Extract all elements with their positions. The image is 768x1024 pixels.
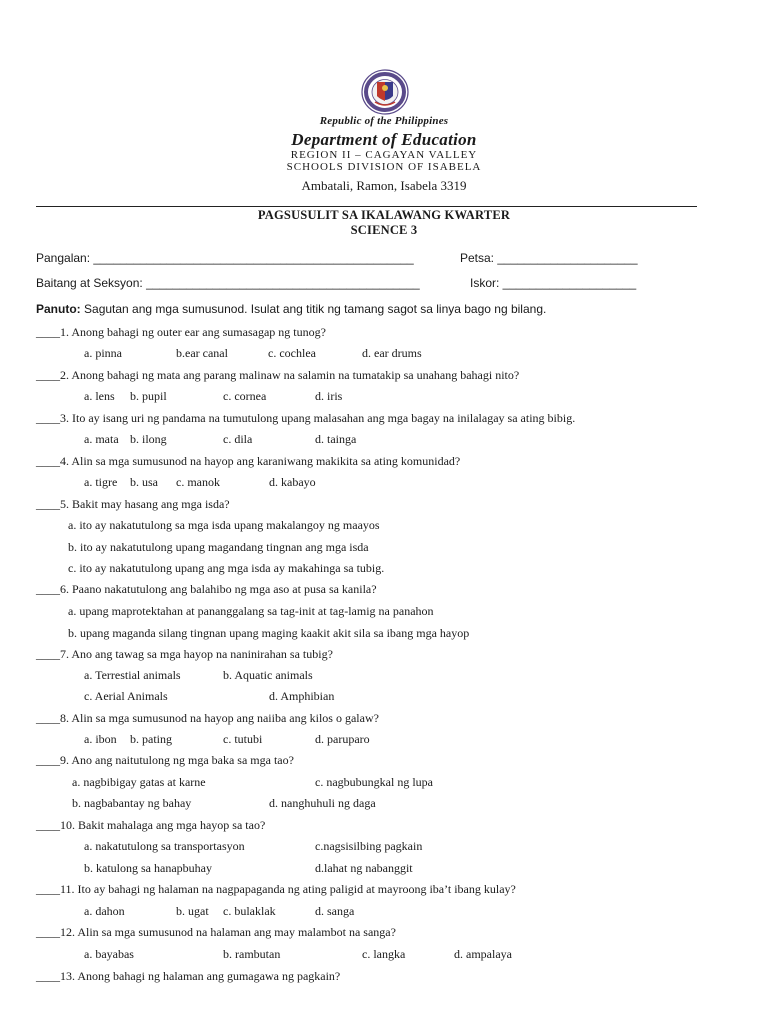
choice: d. iris <box>315 389 343 403</box>
choice: b. pupil <box>130 389 167 403</box>
choice: a. Terrestial animals <box>84 668 181 682</box>
choice: b.ear canal <box>176 346 228 360</box>
choice: b. ugat <box>176 904 209 918</box>
choice: c. manok <box>176 475 220 489</box>
region-heading: REGION II – CAGAYAN VALLEY <box>290 149 478 161</box>
choice: a. lens <box>84 389 115 403</box>
choice: a. dahon <box>84 904 125 918</box>
choice: c. dila <box>223 432 253 446</box>
exam-title: PAGSUSULIT SA IKALAWANG KWARTER <box>257 208 511 222</box>
choice: d. Amphibian <box>269 689 335 703</box>
choice: a. bayabas <box>84 947 134 961</box>
choice: d. ear drums <box>362 346 422 360</box>
instructions-text: Sagutan ang mga sumusunod. Isulat ang titik ng tamang sagot sa linya bago ng bilang. <box>84 302 547 316</box>
exam-subject: SCIENCE 3 <box>350 223 418 237</box>
choice: a. ibon <box>84 732 117 746</box>
choice: d. paruparo <box>315 732 370 746</box>
choice: b. ito ay nakatutulong upang magandang tingnan ang mga isda <box>68 540 369 554</box>
choice: c. langka <box>362 947 406 961</box>
choice: b. ilong <box>130 432 167 446</box>
choice: b. Aquatic animals <box>223 668 313 682</box>
choice: b. usa <box>130 475 158 489</box>
choice: c. cornea <box>223 389 267 403</box>
choice: b. pating <box>130 732 172 746</box>
choice: d. nanghuhuli ng daga <box>269 796 376 810</box>
choice: d. tainga <box>315 432 357 446</box>
question-stem: ____13. Anong bahagi ng halaman ang gumagawa ng pagkain? <box>36 969 341 983</box>
deped-seal-logo <box>355 68 415 116</box>
instructions-label: Panuto: <box>36 302 81 316</box>
choice: a. nakatutulong sa transportasyon <box>84 839 245 853</box>
choice: b. upang maganda silang tingnan upang maging kaakit akit sila sa ibang mga hayop <box>68 626 470 640</box>
question-stem: ____7. Ano ang tawag sa mga hayop na naninirahan sa tubig? <box>36 647 333 661</box>
name-field[interactable]: Pangalan: ________________________________________________ <box>36 251 414 265</box>
divider-rule <box>36 206 697 207</box>
choice: c. ito ay nakatutulong upang ang mga isda ay makahinga sa tubig. <box>68 561 385 575</box>
question-stem: ____11. Ito ay bahagi ng halaman na nagpapaganda ng ating paligid at mayroong iba’t ibang kulay? <box>36 882 516 896</box>
question-stem: ____1. Anong bahagi ng outer ear ang sumasagap ng tunog? <box>36 325 326 339</box>
score-field[interactable]: Iskor: ____________________ <box>470 276 637 290</box>
choice: b. rambutan <box>223 947 281 961</box>
republic-heading: Republic of the Philippines <box>319 115 449 127</box>
instructions <box>36 303 546 315</box>
department-heading: Department of Education <box>291 130 477 149</box>
question-stem: ____8. Alin sa mga sumusunod na hayop ang naiiba ang kilos o galaw? <box>36 711 379 725</box>
question-stem: ____3. Ito ay isang uri ng pandama na tumutulong upang malasahan ang mga bagay na inilalagay sa ating bibig. <box>36 411 576 425</box>
question-stem: ____6. Paano nakatutulong ang balahibo ng mga aso at pusa sa kanila? <box>36 582 377 596</box>
choice: a. mata <box>84 432 119 446</box>
grade-section-field[interactable]: Baitang at Seksyon: _________________________________________ <box>36 276 420 290</box>
choice: d. sanga <box>315 904 355 918</box>
date-field[interactable]: Petsa: _____________________ <box>460 251 638 265</box>
choice: b. katulong sa hanapbuhay <box>84 861 212 875</box>
question-stem: ____4. Alin sa mga sumusunod na hayop ang karaniwang makikita sa ating komunidad? <box>36 454 461 468</box>
question-stem: ____10. Bakit mahalaga ang mga hayop sa tao? <box>36 818 266 832</box>
choice: d. ampalaya <box>454 947 512 961</box>
question-stem: ____9. Ano ang naitutulong ng mga baka sa mga tao? <box>36 753 294 767</box>
choice: d.lahat ng nabanggit <box>315 861 413 875</box>
choice: c. bulaklak <box>223 904 276 918</box>
address-line: Ambatali, Ramon, Isabela 3319 <box>301 178 467 193</box>
choice: c. cochlea <box>268 346 316 360</box>
choice: b. nagbabantay ng bahay <box>72 796 192 810</box>
division-heading: SCHOOLS DIVISION OF ISABELA <box>286 161 482 173</box>
choice: a. ito ay nakatutulong sa mga isda upang makalangoy ng maayos <box>68 518 380 532</box>
question-stem: ____12. Alin sa mga sumusunod na halaman ang may malambot na sanga? <box>36 925 396 939</box>
question-stem: ____5. Bakit may hasang ang mga isda? <box>36 497 230 511</box>
choice: c. Aerial Animals <box>84 689 168 703</box>
choice: a. nagbibigay gatas at karne <box>72 775 206 789</box>
choice: c.nagsisilbing pagkain <box>315 839 423 853</box>
choice: a. upang maprotektahan at pananggalang sa tag-init at tag-lamig na panahon <box>68 604 434 618</box>
choice: a. tigre <box>84 475 118 489</box>
choice: c. tutubi <box>223 732 263 746</box>
choice: a. pinna <box>84 346 122 360</box>
choice: d. kabayo <box>269 475 316 489</box>
question-stem: ____2. Anong bahagi ng mata ang parang malinaw na salamin na tumatakip sa unahang bahagi nito? <box>36 368 520 382</box>
choice: c. nagbubungkal ng lupa <box>315 775 433 789</box>
